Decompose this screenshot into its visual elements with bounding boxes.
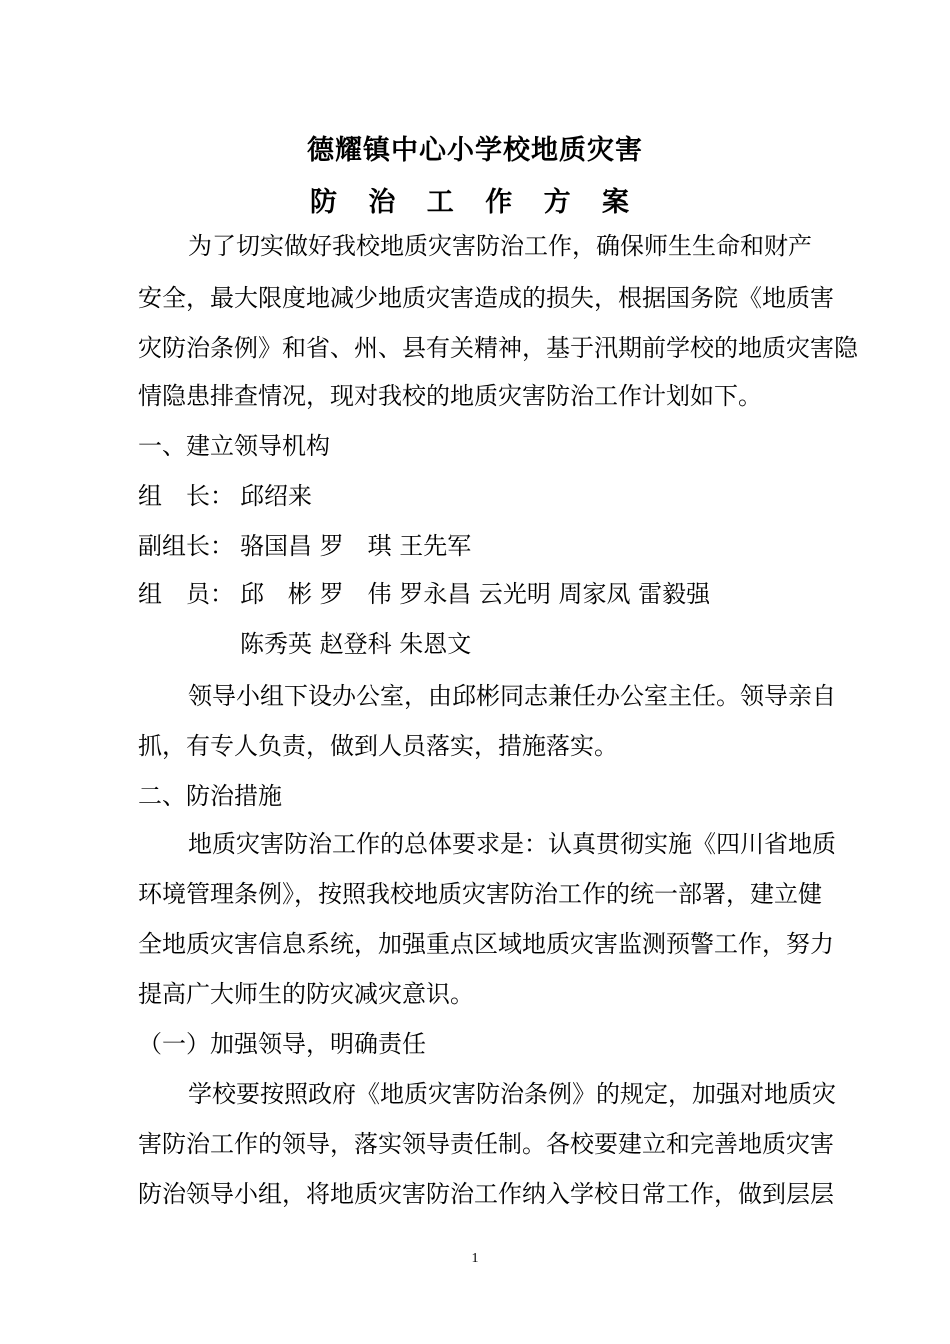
measures-line-3: 全地质灾害信息系统，加强重点区域地质灾害监测预警工作，努力 xyxy=(138,930,834,958)
subsection1-heading: （一）加强领导，明确责任 xyxy=(138,1030,426,1058)
measures-line-2: 环境管理条例》，按照我校地质灾害防治工作的统一部署，建立健 xyxy=(138,880,822,908)
members-value-1: 邱 彬 罗 伟 罗永昌 云光明 周家凤 雷毅强 xyxy=(240,580,711,608)
subsection1-line-3: 防治领导小组，将地质灾害防治工作纳入学校日常工作，做到层层 xyxy=(138,1180,834,1208)
document-title-line2: 防 治 工 作 方 案 xyxy=(310,187,640,218)
deputy-value: 骆国昌 罗 琪 王先军 xyxy=(240,532,472,560)
leader-label: 组 长： xyxy=(138,482,234,510)
section2-heading: 二、防治措施 xyxy=(138,782,282,810)
subsection1-line-1: 学校要按照政府《地质灾害防治条例》的规定，加强对地质灾 xyxy=(188,1080,836,1108)
members-label: 组 员： xyxy=(138,580,234,608)
document-title-line1: 德耀镇中心小学校地质灾害 xyxy=(307,135,643,166)
measures-line-1: 地质灾害防治工作的总体要求是：认真贯彻实施《四川省地质 xyxy=(188,830,836,858)
leader-value: 邱绍来 xyxy=(240,482,312,510)
section1-heading: 一、建立领导机构 xyxy=(138,432,330,460)
page-number: 1 xyxy=(471,1251,479,1266)
members-value-2: 陈秀英 赵登科 朱恩文 xyxy=(240,630,472,658)
office-line-2: 抓，有专人负责，做到人员落实，措施落实。 xyxy=(138,732,618,760)
intro-line-2: 安全，最大限度地减少地质灾害造成的损失，根据国务院《地质害 xyxy=(138,284,834,312)
office-line-1: 领导小组下设办公室，由邱彬同志兼任办公室主任。领导亲自 xyxy=(188,682,836,710)
intro-line-4: 情隐患排查情况，现对我校的地质灾害防治工作计划如下。 xyxy=(138,382,762,410)
measures-line-4: 提高广大师生的防灾减灾意识。 xyxy=(138,980,474,1008)
intro-line-1: 为了切实做好我校地质灾害防治工作，确保师生生命和财产 xyxy=(188,232,812,260)
deputy-label: 副组长： xyxy=(138,532,234,560)
subsection1-line-2: 害防治工作的领导，落实领导责任制。各校要建立和完善地质灾害 xyxy=(138,1130,834,1158)
intro-line-3: 灾防治条例》和省、州、县有关精神，基于汛期前学校的地质灾害隐 xyxy=(138,334,858,362)
